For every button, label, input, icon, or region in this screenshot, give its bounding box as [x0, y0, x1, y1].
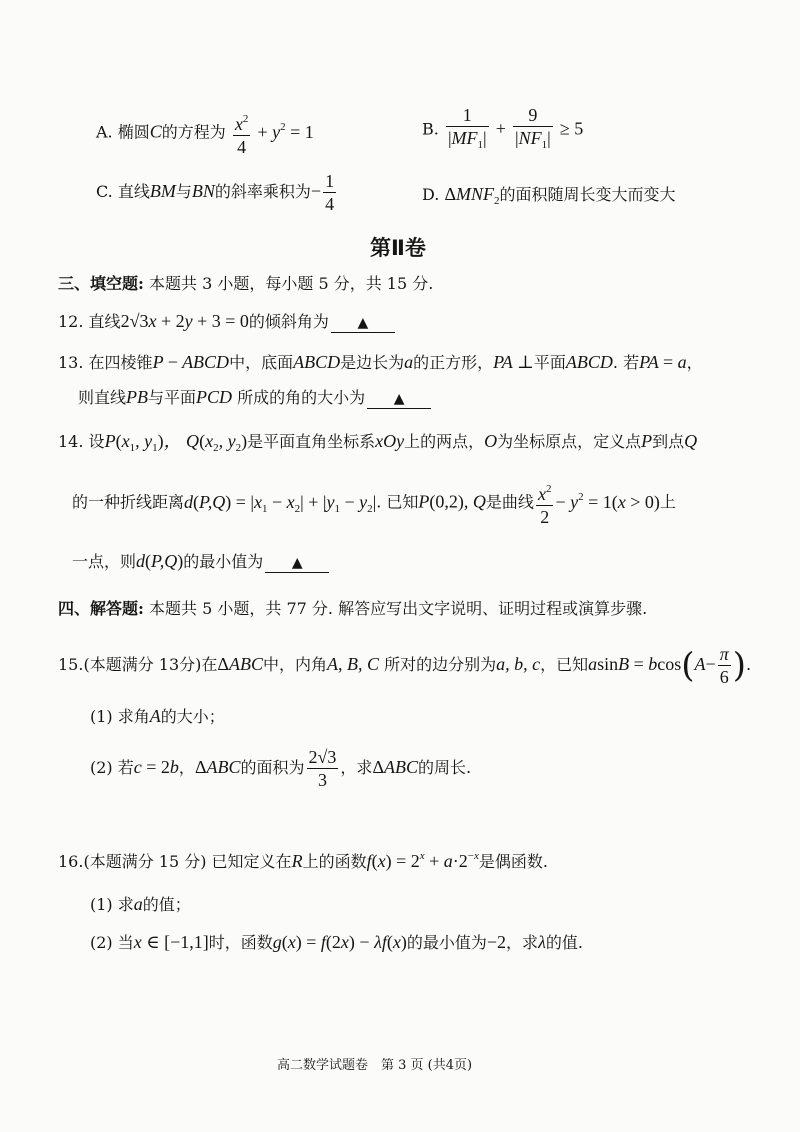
math: PCD	[196, 387, 233, 407]
math: ABCD	[293, 352, 341, 372]
q13-text: 与平面	[148, 388, 197, 407]
math: a	[133, 894, 143, 914]
q15-text: 的周长.	[418, 758, 472, 777]
answer-blank: ▲	[265, 554, 329, 573]
math: )	[732, 645, 746, 686]
q15-number: 15.	[58, 655, 84, 674]
math: $\Delta MNF_2$	[444, 184, 500, 207]
q16-text: 的值.	[545, 933, 583, 952]
option-d-text: 的面积随周长变大而变大	[499, 185, 676, 204]
q15-text: 所对的边分别为	[384, 655, 497, 674]
math: a	[404, 352, 414, 372]
math: + $y^2 = 1$	[257, 120, 314, 142]
math: A−	[694, 654, 716, 674]
math: $P(x_1$, $y_1$)， $Q(x_2$, $y_2$)	[104, 431, 248, 454]
question-15-line1: 15.(本题满分 13分)在ΔABC中，内角A, B, C 所对的边分别为a, b, c，已知asinB = bcos(A− $\frac{\pi}{6}$ ).	[58, 644, 752, 687]
q13-text: 则直线	[78, 388, 127, 407]
math: P	[641, 431, 653, 451]
math: a, b, c	[496, 654, 541, 674]
q16-part1: (1) 求	[90, 895, 134, 914]
q13-text: . 若	[612, 353, 640, 372]
math: 2√3x + 2y + 3 = 0	[120, 311, 249, 331]
option-a-text2: 的方程为	[161, 122, 226, 142]
q15-text: ，	[178, 758, 195, 777]
question-15-part1	[90, 704, 225, 727]
math: −	[310, 181, 322, 201]
fraction: $\frac{1}{4}$	[325, 171, 335, 214]
math: $d(P,Q) = |x_1 - x_2| + |y_1 - y_2|$	[184, 491, 377, 515]
math: +	[495, 118, 506, 139]
q16-part1b: 的值；	[142, 895, 191, 914]
math: − $y^2 = 1(x > 0)$	[555, 490, 660, 512]
math: d(P,Q)	[136, 551, 184, 571]
fraction: $\frac{9}{|NF_1|}$	[513, 104, 553, 156]
q12-pre: 直线	[88, 312, 121, 331]
math: BM	[149, 181, 176, 201]
fraction: $\frac{2√3}{3}$	[308, 747, 337, 790]
part3-header	[58, 271, 433, 294]
answer-blank: ▲	[367, 390, 431, 409]
part3-heading: 三、填空题:	[58, 274, 144, 293]
question-12	[58, 309, 395, 333]
option-a-text: 椭圆	[117, 122, 150, 142]
q14-number: 14.	[58, 432, 84, 451]
option-b-ineq: ≥ 5	[559, 118, 584, 139]
math: xOy	[375, 431, 405, 451]
q13-text: 中，底面	[229, 353, 294, 372]
q14-text: 上	[659, 492, 676, 512]
q15-text: 中，内角	[262, 655, 327, 674]
math: (	[681, 645, 695, 686]
q12-number: 12.	[58, 312, 84, 331]
math: x ∈ [−1,1]	[133, 932, 209, 952]
q13-text: 的正方形，	[413, 353, 494, 372]
q16-text: ，求	[506, 933, 539, 952]
q14-text: 的一种折线距离	[72, 492, 185, 512]
q16-text: 时，函数	[208, 933, 273, 952]
math: −2	[486, 932, 507, 952]
math: λ	[538, 932, 546, 952]
math: ΔABC	[372, 757, 419, 777]
math: O	[484, 431, 498, 451]
math: C	[149, 121, 162, 142]
q14-text: 设	[88, 432, 105, 451]
option-c-text3: 的斜率乘积为	[214, 182, 311, 201]
q13-text: 所成的角的大小为	[237, 388, 366, 407]
question-15-part2	[90, 746, 471, 791]
q16-text: 是偶函数.	[478, 852, 548, 871]
option-c-text: 直线	[117, 182, 150, 201]
option-d	[422, 182, 676, 207]
math: $f(x) = 2^x + a\cdot 2^{-x}$	[366, 850, 479, 871]
math: A	[149, 706, 161, 726]
q14-text: 一点，则	[72, 552, 137, 571]
q16-number: 16.	[58, 852, 84, 871]
q14-text: . 已知	[376, 492, 419, 512]
question-13-line2	[78, 385, 431, 409]
option-d-label: D.	[422, 185, 440, 204]
q15-score: (本题满分 13分)在	[83, 655, 218, 674]
math: P − ABCD	[152, 352, 230, 372]
q13-number: 13.	[58, 353, 84, 372]
question-14-line1	[58, 427, 697, 454]
question-14-line3	[72, 549, 329, 573]
math: PA ⊥	[493, 352, 534, 372]
q14-text: 为坐标原点，定义点	[497, 432, 642, 451]
question-13-line1: 13. 在四棱锥P − ABCD中，底面ABCD是边长为a的正方形，PA ⊥平面ABCD. 若PA = a，	[58, 352, 703, 372]
fraction: $\frac{x^2}{4}$	[234, 113, 249, 157]
q15-part1: (1) 求角	[90, 707, 150, 726]
math: g(x) = f(2x) − λf(x)	[272, 932, 407, 952]
math: ΔABC	[217, 654, 263, 674]
math: PA = a	[639, 352, 687, 372]
math: ABCD	[565, 352, 613, 372]
fraction: $\frac{\pi}{6}$	[719, 644, 729, 687]
q12-post: 的倾斜角为	[248, 312, 329, 331]
question-16-line1	[58, 849, 548, 872]
page-footer: 高二数学试题卷 第 3 页 (共4页)	[277, 1058, 473, 1073]
q14-text: 是平面直角坐标系	[247, 432, 376, 451]
part4-heading: 四、解答题:	[58, 599, 144, 618]
q16-score: (本题满分 15 分) 已知定义在	[83, 852, 292, 871]
q14-text: 上的两点，	[404, 432, 485, 451]
q14-text: 到点	[652, 432, 685, 451]
q13-text: 在四棱锥	[88, 353, 153, 372]
part4-header	[58, 596, 647, 619]
math: Q	[684, 431, 698, 451]
math: P(0,2), Q	[418, 491, 486, 512]
q14-text: 是曲线	[485, 492, 534, 512]
option-c	[96, 170, 338, 215]
math: R	[291, 851, 303, 871]
math: A, B, C	[326, 654, 379, 674]
q16-text: 上的函数	[302, 852, 367, 871]
option-a	[96, 108, 314, 158]
q15-text: ，已知	[540, 655, 589, 674]
q16-text: 的最小值为	[406, 933, 487, 952]
question-16-part2	[90, 930, 583, 953]
option-b	[422, 104, 583, 156]
math: ΔABC	[194, 757, 241, 777]
math: c = 2b	[133, 757, 179, 777]
part3-desc: 本题共 3 小题，每小题 5 分，共 15 分.	[149, 274, 434, 293]
q14-text: 的最小值为	[183, 552, 264, 571]
q15-part1b: 的大小；	[160, 707, 225, 726]
q13-text: 是边长为	[340, 353, 405, 372]
answer-blank: ▲	[331, 314, 395, 333]
question-14-line2	[72, 478, 676, 528]
option-c-label: C.	[96, 182, 113, 201]
fraction: $\frac{1}{|MF_1|}$	[446, 104, 489, 156]
q16-part2: (2) 当	[90, 933, 134, 952]
option-c-text2: 与	[175, 182, 192, 201]
math: PB	[126, 387, 149, 407]
math: asinB = bcos	[588, 654, 682, 674]
math: BN	[191, 181, 215, 201]
part4-desc: 本题共 5 小题，共 77 分. 解答应写出文字说明、证明过程或演算步骤.	[149, 599, 648, 618]
question-16-part1	[90, 892, 191, 915]
option-a-label: A.	[96, 122, 113, 142]
option-b-label: B.	[422, 119, 439, 139]
fraction: $\frac{x^2}{2}$	[537, 483, 552, 527]
section-title: 第Ⅱ卷	[370, 236, 426, 260]
q13-text: 平面	[533, 353, 566, 372]
q15-text: 的面积为	[240, 758, 305, 777]
q15-text: ，求	[340, 758, 373, 777]
q15-part2: (2) 若	[90, 758, 134, 777]
